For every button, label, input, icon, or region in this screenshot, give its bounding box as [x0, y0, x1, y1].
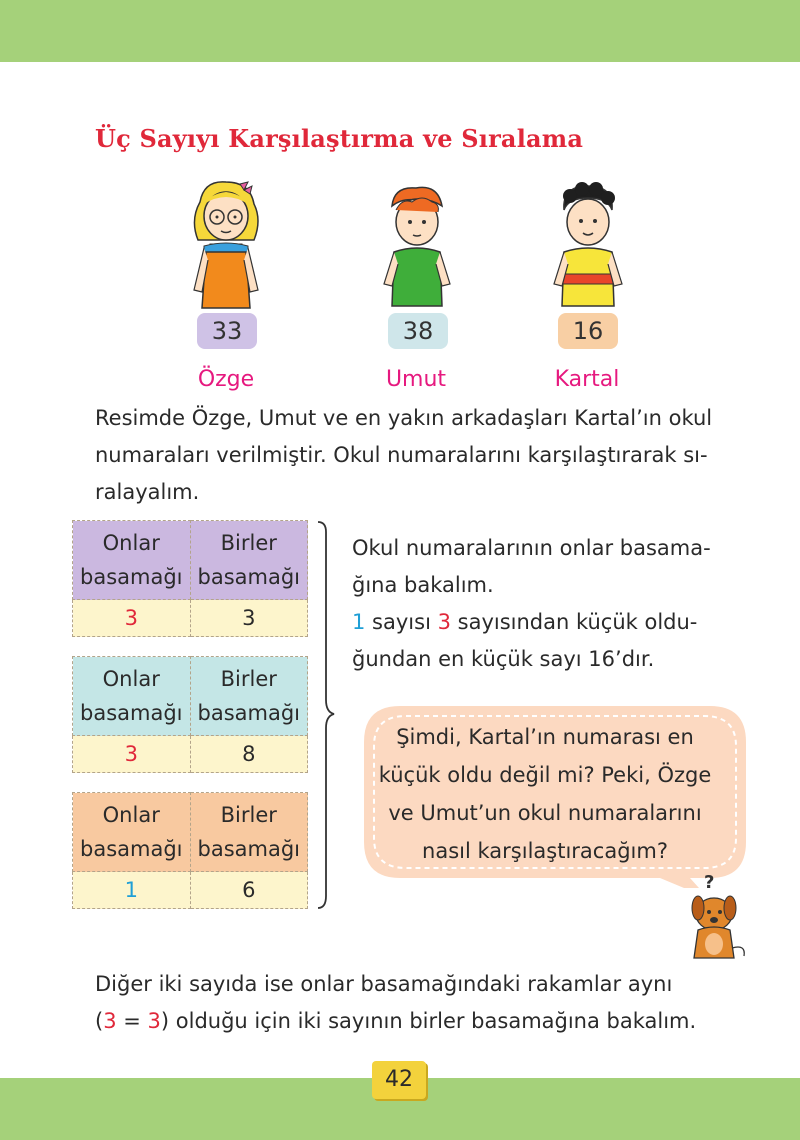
- ones-header: Birler basamağı: [190, 657, 308, 736]
- explain-line-1: Okul numaralarının onlar basama-: [352, 536, 711, 560]
- bubble-line-2: küçük oldu değil mi? Peki, Özge: [378, 763, 712, 787]
- page-title: Üç Sayıyı Karşılaştırma ve Sıralama: [95, 124, 584, 153]
- place-value-table-ozge: [72, 520, 308, 637]
- explain-line-4: ğundan en küçük sayı 16’dır.: [352, 647, 655, 671]
- kartal-name: Kartal: [554, 367, 620, 392]
- ones-header: Birler basamağı: [190, 793, 308, 872]
- bubble-line-1: Şimdi, Kartal’ın numarası en: [396, 725, 694, 749]
- explain-line-3: 1 sayısı 3 sayısından küçük oldu-: [352, 610, 698, 634]
- ones-digit: 6: [190, 872, 308, 909]
- place-value-table-umut: [72, 656, 308, 773]
- ozge-number: 33: [197, 313, 257, 349]
- bottom-line-2: (3 = 3) olduğu için iki sayının birler basamağına bakalım.: [95, 1009, 697, 1033]
- question-mark: ?: [704, 872, 715, 893]
- digit-one: 1: [352, 610, 366, 634]
- digit-three: 3: [437, 610, 451, 634]
- ones-digit: 8: [190, 736, 308, 773]
- place-value-table-kartal: [72, 792, 308, 909]
- ozge-name: Özge: [197, 367, 255, 392]
- umut-name: Umut: [385, 367, 447, 392]
- kartal-number: 16: [558, 313, 618, 349]
- explain-line-2: ğına bakalım.: [352, 573, 494, 597]
- umut-illustration: [382, 180, 452, 310]
- intro-line-2: numaraları verilmiştir. Okul numaralarını karşılaştırarak sı-: [95, 443, 708, 467]
- tens-header: Onlar basamağı: [73, 657, 191, 736]
- intro-line-3: ralayalım.: [95, 480, 200, 504]
- ones-digit: 3: [190, 600, 308, 637]
- tens-header: Onlar basamağı: [73, 793, 191, 872]
- intro-line-1: Resimde Özge, Umut ve en yakın arkadaşları Kartal’ın okul: [95, 406, 713, 430]
- tens-digit: 3: [73, 600, 191, 637]
- bubble-text: [372, 718, 718, 870]
- ones-header: Birler basamağı: [190, 521, 308, 600]
- curly-brace: [314, 520, 338, 910]
- ozge-illustration: [186, 180, 266, 310]
- bottom-paragraph: [95, 966, 725, 1040]
- thinking-dog-illustration: [684, 868, 750, 964]
- tens-header: Onlar basamağı: [73, 521, 191, 600]
- intro-paragraph: [95, 400, 735, 511]
- bottom-line-1: Diğer iki sayıda ise onlar basamağındaki rakamlar aynı: [95, 972, 673, 996]
- explanation-paragraph: [352, 530, 732, 678]
- bubble-line-3: ve Umut’un okul numaralarını: [388, 801, 702, 825]
- top-band: [0, 0, 800, 62]
- bubble-line-4: nasıl karşılaştıracağım?: [422, 839, 668, 863]
- tens-digit: 3: [73, 736, 191, 773]
- page-number: 42: [372, 1061, 426, 1099]
- kartal-illustration: [552, 180, 624, 310]
- tens-digit: 1: [73, 872, 191, 909]
- umut-number: 38: [388, 313, 448, 349]
